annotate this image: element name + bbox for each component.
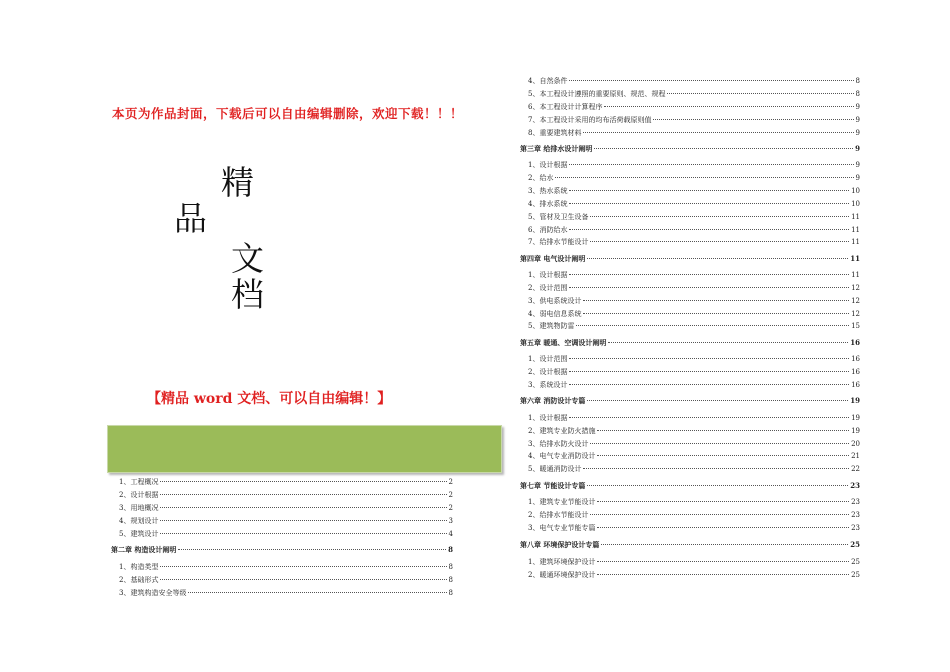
toc-page-number: 19: [851, 414, 860, 422]
toc-dot-leader: [587, 400, 848, 401]
toc-entry[interactable]: [528, 413, 860, 423]
toc-entry-title: 1、设计根据: [528, 161, 568, 169]
toc-page-number: 21: [851, 452, 860, 460]
toc-page-number: 4: [448, 530, 453, 538]
toc-entry[interactable]: [528, 237, 860, 247]
toc-entry-title: 3、热水系统: [528, 187, 568, 195]
toc-entry[interactable]: [528, 199, 860, 209]
toc-entry-title: 1、建筑专业节能设计: [528, 498, 596, 506]
toc-dot-leader: [569, 229, 849, 230]
toc-entry-title: 1、建筑环境保护设计: [528, 558, 596, 566]
cover-title-char-2: 品: [174, 199, 207, 238]
toc-dot-leader: [587, 258, 848, 259]
toc-page-number: 22: [851, 465, 860, 473]
toc-page-number: 23: [851, 524, 860, 532]
toc-entry[interactable]: [528, 380, 860, 390]
toc-page-number: 2: [448, 491, 453, 499]
toc-dot-leader: [594, 148, 853, 149]
toc-entry[interactable]: [119, 529, 453, 539]
toc-page-number: 20: [851, 440, 860, 448]
cover-notice: 本页为作品封面，下载后可以自由编辑删除，欢迎下载！！！: [112, 106, 464, 121]
toc-page-number: 9: [855, 144, 860, 153]
toc-dot-leader: [569, 203, 849, 204]
toc-page-number: 16: [850, 338, 860, 347]
toc-dot-leader: [569, 371, 849, 372]
toc-entry[interactable]: [528, 439, 860, 449]
toc-page-number: 8: [855, 90, 860, 98]
toc-entry[interactable]: [528, 557, 860, 567]
toc-entry-title: 4、自然条件: [528, 77, 568, 85]
toc-page-number: 12: [851, 310, 860, 318]
toc-dot-leader: [178, 549, 446, 550]
toc-entry-title: 2、暖通环境保护设计: [528, 571, 596, 579]
toc-page-number: 11: [851, 226, 860, 234]
toc-entry[interactable]: [528, 160, 860, 170]
toc-dot-leader: [653, 119, 853, 120]
toc-dot-leader: [569, 358, 849, 359]
toc-dot-leader: [569, 80, 853, 81]
toc-entry-title: 1、工程概况: [119, 478, 159, 486]
toc-entry[interactable]: [119, 562, 453, 572]
toc-entry-title: 2、给水: [528, 174, 554, 182]
toc-page-number: 2: [448, 478, 453, 486]
toc-page-number: 9: [855, 129, 860, 137]
toc-chapter-entry[interactable]: [520, 540, 860, 550]
toc-entry[interactable]: [528, 309, 860, 319]
toc-dot-leader: [583, 300, 849, 301]
toc-dot-leader: [160, 579, 446, 580]
toc-entry-title: 2、设计范围: [528, 284, 568, 292]
toc-dot-leader: [667, 93, 853, 94]
toc-entry-title: 第六章 消防设计专篇: [520, 396, 586, 405]
toc-dot-leader: [601, 544, 848, 545]
toc-entry-title: 4、排水系统: [528, 200, 568, 208]
toc-entry[interactable]: [528, 464, 860, 474]
toc-dot-leader: [583, 468, 849, 469]
toc-dot-leader: [597, 455, 849, 456]
toc-entry[interactable]: [528, 76, 860, 86]
toc-dot-leader: [587, 485, 848, 486]
toc-entry-title: 第四章 电气设计阐明: [520, 254, 586, 263]
toc-entry-title: 5、本工程设计遵照的重要原则、规范、规程: [528, 90, 666, 98]
toc-page-number: 23: [850, 481, 860, 490]
toc-entry-title: 第三章 给排水设计阐明: [520, 144, 593, 153]
toc-entry[interactable]: [119, 575, 453, 585]
toc-page-number: 25: [851, 571, 860, 579]
toc-page-number: 9: [855, 174, 860, 182]
toc-entry[interactable]: [528, 321, 860, 331]
toc-entry[interactable]: [528, 497, 860, 507]
toc-entry-title: 1、设计根据: [528, 414, 568, 422]
toc-dot-leader: [583, 313, 849, 314]
toc-entry[interactable]: [528, 283, 860, 293]
toc-dot-leader: [569, 164, 853, 165]
toc-page-number: 16: [851, 368, 860, 376]
toc-entry[interactable]: [528, 354, 860, 364]
toc-entry-title: 第二章 构造设计阐明: [111, 545, 177, 554]
toc-page-number: 15: [851, 322, 860, 330]
toc-dot-leader: [569, 274, 849, 275]
toc-page-number: 25: [851, 558, 860, 566]
toc-chapter-entry[interactable]: [520, 254, 860, 264]
toc-dot-leader: [597, 501, 849, 502]
toc-entry-title: 3、用地概况: [119, 504, 159, 512]
toc-dot-leader: [569, 287, 849, 288]
toc-entry-title: 2、基础形式: [119, 576, 159, 584]
toc-dot-leader: [160, 481, 446, 482]
toc-entry-title: 第五章 暖通、空调设计阐明: [520, 338, 607, 347]
toc-dot-leader: [555, 177, 853, 178]
toc-dot-leader: [604, 106, 853, 107]
toc-dot-leader: [160, 520, 446, 521]
toc-chapter-entry[interactable]: [111, 545, 453, 555]
toc-entry-title: 4、弱电信息系统: [528, 310, 582, 318]
toc-entry-title: 7、给排水节能设计: [528, 238, 589, 246]
toc-dot-leader: [576, 325, 849, 326]
toc-page-number: 19: [850, 396, 860, 405]
cover-title-char-4: 档: [231, 275, 264, 314]
toc-page-number: 25: [850, 540, 860, 549]
toc-entry[interactable]: [528, 212, 860, 222]
toc-dot-leader: [608, 342, 848, 343]
toc-page-number: 8: [448, 545, 453, 554]
toc-entry[interactable]: [528, 225, 860, 235]
toc-entry-title: 2、建筑专业防火措施: [528, 427, 596, 435]
toc-entry[interactable]: [528, 128, 860, 138]
toc-entry-title: 1、设计根据: [528, 271, 568, 279]
toc-page-number: 19: [851, 427, 860, 435]
toc-chapter-entry[interactable]: [520, 144, 860, 154]
toc-entry[interactable]: [528, 270, 860, 280]
toc-entry[interactable]: [119, 490, 453, 500]
toc-entry-title: 6、消防给水: [528, 226, 568, 234]
toc-dot-leader: [569, 190, 849, 191]
toc-page-number: 23: [851, 511, 860, 519]
toc-entry-title: 1、设计范围: [528, 355, 568, 363]
toc-page-number: 8: [448, 563, 453, 571]
toc-dot-leader: [597, 430, 849, 431]
toc-entry-title: 5、建筑设计: [119, 530, 159, 538]
toc-page-number: 10: [851, 187, 860, 195]
toc-entry-title: 1、构造类型: [119, 563, 159, 571]
toc-page-number: 16: [851, 381, 860, 389]
cover-subtitle: 【精品 word 文档、可以自由编辑！】: [147, 391, 392, 407]
toc-chapter-entry[interactable]: [520, 396, 860, 406]
toc-page-number: 11: [851, 271, 860, 279]
toc-dot-leader: [590, 241, 849, 242]
toc-entry[interactable]: [119, 588, 453, 598]
toc-entry[interactable]: [528, 523, 860, 533]
toc-dot-leader: [160, 507, 446, 508]
toc-dot-leader: [583, 132, 853, 133]
toc-entry[interactable]: [528, 173, 860, 183]
toc-dot-leader: [597, 561, 849, 562]
toc-entry-title: 2、设计根据: [528, 368, 568, 376]
toc-entry[interactable]: [119, 477, 453, 487]
toc-page-number: 23: [851, 498, 860, 506]
toc-entry[interactable]: [528, 115, 860, 125]
toc-dot-leader: [569, 384, 849, 385]
toc-entry[interactable]: [528, 186, 860, 196]
toc-entry-title: 第八章 环境保护设计专篇: [520, 540, 600, 549]
toc-dot-leader: [597, 527, 849, 528]
toc-page-number: 12: [851, 284, 860, 292]
toc-entry[interactable]: [528, 451, 860, 461]
toc-page-number: 12: [851, 297, 860, 305]
toc-dot-leader: [590, 443, 849, 444]
toc-page-number: 2: [448, 504, 453, 512]
toc-entry[interactable]: [528, 296, 860, 306]
toc-entry-title: 6、本工程设计计算程序: [528, 103, 603, 111]
toc-dot-leader: [597, 574, 849, 575]
toc-page-number: 11: [851, 238, 860, 246]
toc-entry-title: 5、建筑物防雷: [528, 322, 575, 330]
toc-entry-title: 7、本工程设计采用的均布活荷载原则值: [528, 116, 652, 124]
toc-entry[interactable]: [528, 570, 860, 580]
toc-entry-title: 8、重要建筑材料: [528, 129, 582, 137]
toc-entry[interactable]: [528, 89, 860, 99]
toc-entry-title: 2、设计根据: [119, 491, 159, 499]
toc-page-number: 8: [448, 589, 453, 597]
toc-entry[interactable]: [119, 516, 453, 526]
toc-page-number: 16: [851, 355, 860, 363]
toc-entry-title: 第七章 节能设计专篇: [520, 481, 586, 490]
toc-entry[interactable]: [528, 102, 860, 112]
toc-entry[interactable]: [528, 510, 860, 520]
toc-dot-leader: [590, 514, 849, 515]
toc-entry-title: 5、暖通消防设计: [528, 465, 582, 473]
toc-entry-title: 3、系统设计: [528, 381, 568, 389]
toc-dot-leader: [160, 533, 446, 534]
toc-entry-title: 5、管材及卫生设备: [528, 213, 589, 221]
toc-entry-title: 2、给排水节能设计: [528, 511, 589, 519]
toc-entry-title: 3、供电系统设计: [528, 297, 582, 305]
toc-page-number: 8: [448, 576, 453, 584]
toc-dot-leader: [590, 216, 849, 217]
toc-chapter-entry[interactable]: [520, 338, 860, 348]
toc-entry-title: 4、规划设计: [119, 517, 159, 525]
toc-dot-leader: [188, 592, 446, 593]
toc-entry[interactable]: [528, 367, 860, 377]
cover-title-char-3: 文: [231, 239, 264, 278]
toc-page-number: 9: [855, 116, 860, 124]
toc-entry[interactable]: [119, 503, 453, 513]
toc-page-number: 8: [855, 77, 860, 85]
cover-title-char-1: 精: [221, 163, 254, 202]
toc-page-number: 3: [448, 517, 453, 525]
decorative-banner: [107, 425, 502, 473]
toc-dot-leader: [160, 566, 446, 567]
toc-page-number: 11: [850, 254, 860, 263]
toc-dot-leader: [569, 417, 849, 418]
toc-page-number: 9: [855, 161, 860, 169]
toc-entry-title: 3、建筑构造安全等级: [119, 589, 187, 597]
toc-entry-title: 3、电气专业节能专篇: [528, 524, 596, 532]
toc-page-number: 10: [851, 200, 860, 208]
toc-entry-title: 3、给排水防火设计: [528, 440, 589, 448]
toc-entry[interactable]: [528, 426, 860, 436]
toc-dot-leader: [160, 494, 446, 495]
toc-page-number: 11: [851, 213, 860, 221]
toc-chapter-entry[interactable]: [520, 481, 860, 491]
toc-page-number: 9: [855, 103, 860, 111]
toc-entry-title: 4、电气专业消防设计: [528, 452, 596, 460]
